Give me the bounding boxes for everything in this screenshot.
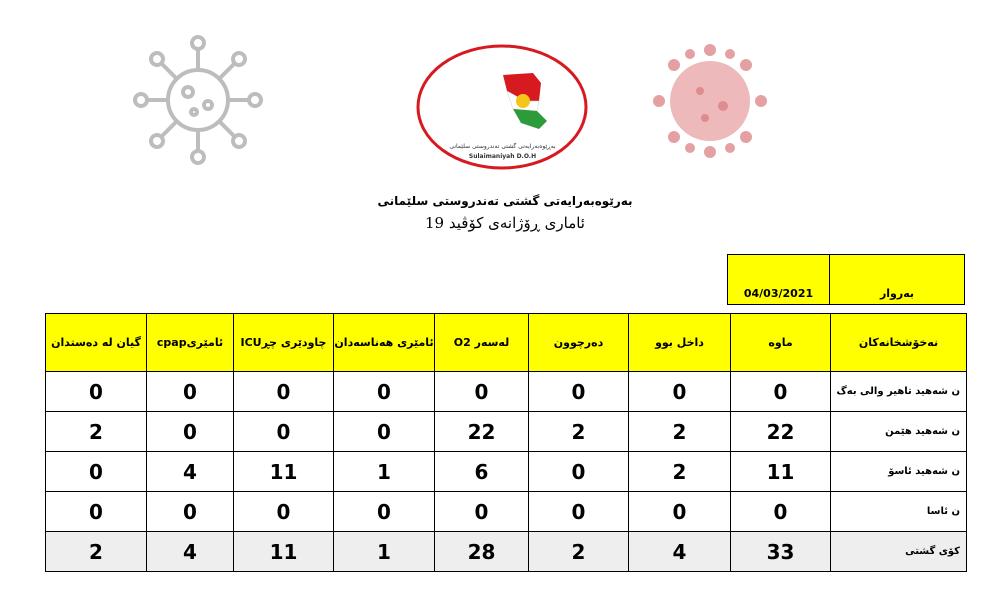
cell-cpap: 0 — [147, 372, 234, 412]
cell-ventilator: 0 — [334, 492, 435, 532]
column-header-discharged: دەرچوون — [529, 314, 629, 372]
cell-deaths: 2 — [46, 412, 147, 452]
cell-remaining: 22 — [731, 412, 831, 452]
cell-admitted: 2 — [629, 452, 731, 492]
cell-remaining: 0 — [731, 492, 831, 532]
cell-icu: 0 — [234, 492, 334, 532]
cell-hospital-name: ن شەهید ئاسۆ — [831, 452, 967, 492]
cell-discharged: 0 — [529, 372, 629, 412]
total-deaths: 2 — [46, 532, 147, 572]
column-header-deaths: گیان لە دەستدان — [46, 314, 147, 372]
health-directorate-logo — [415, 43, 590, 171]
covid-stats-table — [45, 313, 967, 572]
table-header-row — [46, 314, 967, 372]
cell-on-o2: 6 — [435, 452, 529, 492]
table-row — [46, 452, 967, 492]
page-subtitle: ئاماری ڕۆژانەی کۆڤید 19 — [425, 214, 585, 232]
table-row — [46, 412, 967, 452]
table-total-row — [46, 532, 967, 572]
column-header-cpap: ئامێریcpap — [147, 314, 234, 372]
cell-discharged: 2 — [529, 412, 629, 452]
cell-deaths: 0 — [46, 492, 147, 532]
logo-caption: بەڕێوەبەرایەتی گشتی تەندروستی سلێمانی — [449, 143, 556, 150]
cell-remaining: 11 — [731, 452, 831, 492]
total-admitted: 4 — [629, 532, 731, 572]
cell-remaining: 0 — [731, 372, 831, 412]
cell-cpap: 0 — [147, 412, 234, 452]
logo-caption-english: Sulaimaniyah D.O.H — [468, 153, 537, 160]
cell-cpap: 0 — [147, 492, 234, 532]
column-header-remaining: ماوە — [731, 314, 831, 372]
cell-ventilator: 0 — [334, 372, 435, 412]
cell-ventilator: 1 — [334, 452, 435, 492]
cell-deaths: 0 — [46, 452, 147, 492]
total-ventilator: 1 — [334, 532, 435, 572]
cell-cpap: 4 — [147, 452, 234, 492]
cell-icu: 11 — [234, 452, 334, 492]
column-header-hospitals: نەخۆشخانەکان — [831, 314, 967, 372]
table-row — [46, 492, 967, 532]
column-header-on-o2: لەسەر O2 — [435, 314, 529, 372]
date-label: بەروار — [830, 255, 965, 305]
cell-hospital-name: ن ئاسا — [831, 492, 967, 532]
cell-ventilator: 0 — [334, 412, 435, 452]
total-discharged: 2 — [529, 532, 629, 572]
total-on-o2: 28 — [435, 532, 529, 572]
cell-hospital-name: ن شەهید هێمن — [831, 412, 967, 452]
cell-icu: 0 — [234, 412, 334, 452]
cell-admitted: 2 — [629, 412, 731, 452]
column-header-ventilator: ئامێری هەناسەدان — [334, 314, 435, 372]
cell-hospital-name: ن شەهید تاهیر والی بەگ — [831, 372, 967, 412]
table-row — [46, 372, 967, 412]
cell-discharged: 0 — [529, 492, 629, 532]
cell-on-o2: 0 — [435, 492, 529, 532]
page-title: بەرێوەبەرایەتی گشتی تەندروستی سلێمانی — [377, 194, 633, 208]
date-box — [727, 254, 965, 305]
coronavirus-icon — [645, 36, 775, 166]
column-header-admitted: داخل بوو — [629, 314, 731, 372]
cell-on-o2: 0 — [435, 372, 529, 412]
cell-admitted: 0 — [629, 492, 731, 532]
cell-on-o2: 22 — [435, 412, 529, 452]
total-label: کۆی گشتی — [831, 532, 967, 572]
column-header-icu: چاودێری چڕICU — [234, 314, 334, 372]
total-cpap: 4 — [147, 532, 234, 572]
cell-deaths: 0 — [46, 372, 147, 412]
virus-outline-icon — [128, 30, 268, 170]
cell-admitted: 0 — [629, 372, 731, 412]
total-remaining: 33 — [731, 532, 831, 572]
cell-discharged: 0 — [529, 452, 629, 492]
cell-icu: 0 — [234, 372, 334, 412]
total-icu: 11 — [234, 532, 334, 572]
date-value: 04/03/2021 — [728, 255, 830, 305]
